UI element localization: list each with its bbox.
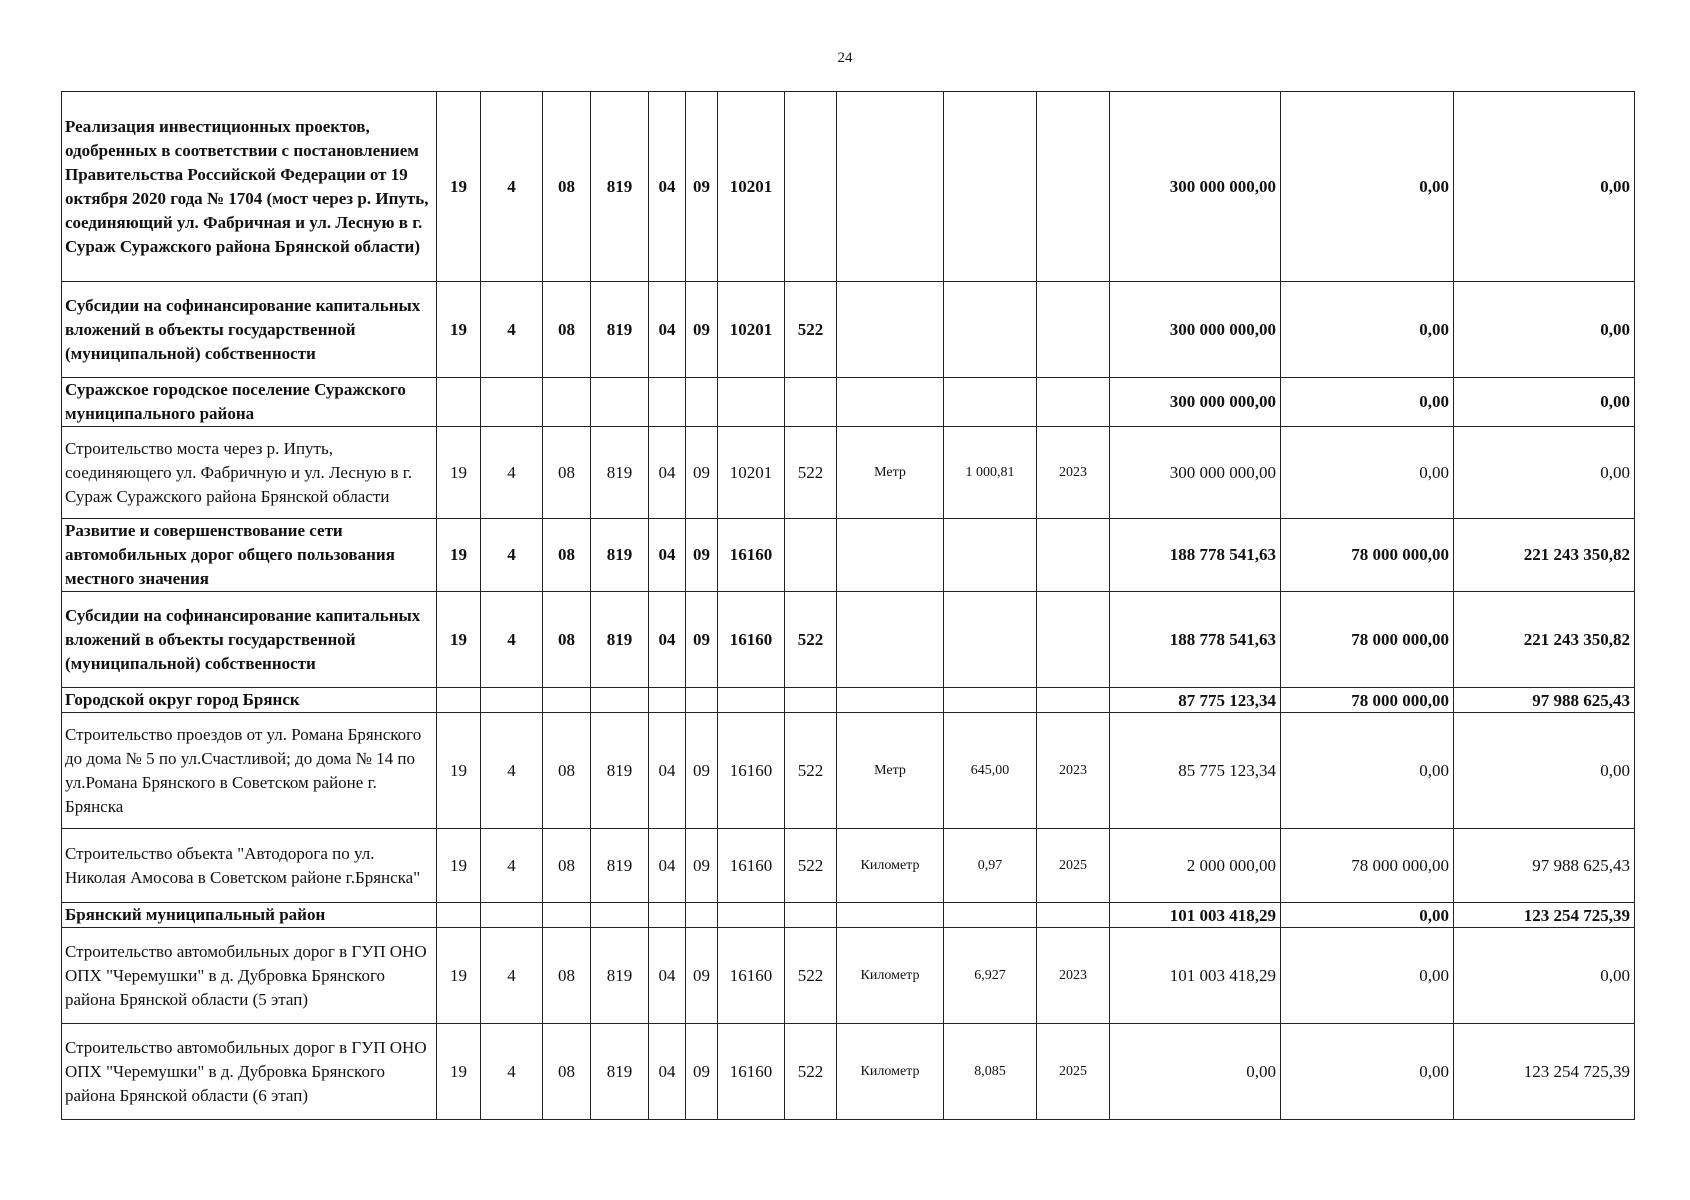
code-cell: 522 <box>785 282 837 378</box>
amount-cell: 101 003 418,29 <box>1110 903 1281 928</box>
code-cell: 16160 <box>718 829 785 903</box>
code-cell: 16160 <box>718 713 785 829</box>
code-cell <box>718 378 785 427</box>
quantity-cell: 6,927 <box>944 928 1037 1024</box>
quantity-cell <box>944 688 1037 713</box>
code-cell: 19 <box>437 519 481 592</box>
year-cell <box>1037 903 1110 928</box>
table-row <box>62 903 1635 928</box>
unit-cell: Метр <box>837 427 944 519</box>
code-cell <box>649 378 686 427</box>
item-name-cell: Строительство проездов от ул. Романа Брянского до дома № 5 по ул.Счастливой; до дома № 14 по ул.Романа Брянского в Советском районе г. Брянска <box>62 713 437 829</box>
item-name-cell: Городской округ город Брянск <box>62 688 437 713</box>
code-cell: 08 <box>543 592 591 688</box>
table-row <box>62 282 1635 378</box>
item-name-cell: Строительство объекта "Автодорога по ул. Николая Амосова в Советском районе г.Брянска" <box>62 829 437 903</box>
code-cell: 819 <box>591 427 649 519</box>
code-cell <box>718 688 785 713</box>
amount-cell: 0,00 <box>1454 92 1635 282</box>
code-cell <box>437 378 481 427</box>
code-cell: 819 <box>591 592 649 688</box>
amount-cell: 78 000 000,00 <box>1281 592 1454 688</box>
unit-cell: Метр <box>837 713 944 829</box>
table-row <box>62 713 1635 829</box>
code-cell <box>437 688 481 713</box>
code-cell <box>686 688 718 713</box>
code-cell: 4 <box>481 928 543 1024</box>
code-cell: 4 <box>481 427 543 519</box>
table-row <box>62 688 1635 713</box>
code-cell <box>481 378 543 427</box>
code-cell <box>649 903 686 928</box>
unit-cell <box>837 378 944 427</box>
code-cell <box>718 903 785 928</box>
amount-cell: 78 000 000,00 <box>1281 829 1454 903</box>
code-cell: 819 <box>591 928 649 1024</box>
code-cell: 16160 <box>718 928 785 1024</box>
code-cell: 819 <box>591 282 649 378</box>
quantity-cell: 8,085 <box>944 1024 1037 1120</box>
amount-cell: 2 000 000,00 <box>1110 829 1281 903</box>
code-cell: 04 <box>649 1024 686 1120</box>
year-cell <box>1037 592 1110 688</box>
code-cell: 04 <box>649 92 686 282</box>
code-cell: 522 <box>785 713 837 829</box>
amount-cell: 221 243 350,82 <box>1454 519 1635 592</box>
code-cell: 4 <box>481 282 543 378</box>
table-row <box>62 928 1635 1024</box>
code-cell: 04 <box>649 427 686 519</box>
item-name-cell: Суражское городское поселение Суражского муниципального района <box>62 378 437 427</box>
code-cell: 09 <box>686 928 718 1024</box>
code-cell: 522 <box>785 1024 837 1120</box>
amount-cell: 300 000 000,00 <box>1110 427 1281 519</box>
code-cell: 08 <box>543 1024 591 1120</box>
year-cell: 2023 <box>1037 427 1110 519</box>
quantity-cell <box>944 592 1037 688</box>
code-cell: 08 <box>543 928 591 1024</box>
budget-table <box>61 91 1635 1120</box>
code-cell: 09 <box>686 713 718 829</box>
quantity-cell <box>944 92 1037 282</box>
code-cell: 16160 <box>718 592 785 688</box>
code-cell: 04 <box>649 713 686 829</box>
amount-cell: 0,00 <box>1454 427 1635 519</box>
year-cell <box>1037 378 1110 427</box>
unit-cell <box>837 688 944 713</box>
code-cell: 19 <box>437 928 481 1024</box>
item-name-cell: Строительство автомобильных дорог в ГУП ОНО ОПХ "Черемушки" в д. Дубровка Брянского района Брянской области (6 этап) <box>62 1024 437 1120</box>
code-cell: 04 <box>649 282 686 378</box>
code-cell: 08 <box>543 282 591 378</box>
quantity-cell <box>944 903 1037 928</box>
quantity-cell: 0,97 <box>944 829 1037 903</box>
code-cell: 522 <box>785 928 837 1024</box>
code-cell: 4 <box>481 713 543 829</box>
code-cell: 10201 <box>718 92 785 282</box>
code-cell: 10201 <box>718 282 785 378</box>
amount-cell: 0,00 <box>1110 1024 1281 1120</box>
amount-cell: 0,00 <box>1454 928 1635 1024</box>
page-number: 24 <box>837 50 853 66</box>
amount-cell: 0,00 <box>1281 903 1454 928</box>
code-cell: 09 <box>686 519 718 592</box>
amount-cell: 0,00 <box>1454 713 1635 829</box>
amount-cell: 97 988 625,43 <box>1454 688 1635 713</box>
code-cell: 09 <box>686 829 718 903</box>
code-cell: 819 <box>591 829 649 903</box>
amount-cell: 0,00 <box>1454 378 1635 427</box>
code-cell <box>649 688 686 713</box>
code-cell: 819 <box>591 1024 649 1120</box>
table-row <box>62 1024 1635 1120</box>
unit-cell <box>837 903 944 928</box>
code-cell: 09 <box>686 1024 718 1120</box>
unit-cell: Километр <box>837 1024 944 1120</box>
table-row <box>62 592 1635 688</box>
code-cell: 819 <box>591 92 649 282</box>
code-cell <box>543 378 591 427</box>
item-name-cell: Строительство автомобильных дорог в ГУП ОНО ОПХ "Черемушки" в д. Дубровка Брянского района Брянской области (5 этап) <box>62 928 437 1024</box>
code-cell: 08 <box>543 427 591 519</box>
code-cell <box>785 688 837 713</box>
code-cell: 19 <box>437 829 481 903</box>
code-cell: 819 <box>591 519 649 592</box>
code-cell <box>481 688 543 713</box>
code-cell: 522 <box>785 427 837 519</box>
amount-cell: 300 000 000,00 <box>1110 282 1281 378</box>
amount-cell: 0,00 <box>1281 282 1454 378</box>
code-cell <box>543 903 591 928</box>
year-cell <box>1037 92 1110 282</box>
code-cell <box>785 903 837 928</box>
amount-cell: 221 243 350,82 <box>1454 592 1635 688</box>
code-cell: 4 <box>481 519 543 592</box>
unit-cell <box>837 282 944 378</box>
code-cell: 04 <box>649 592 686 688</box>
year-cell: 2023 <box>1037 713 1110 829</box>
quantity-cell <box>944 378 1037 427</box>
year-cell <box>1037 519 1110 592</box>
unit-cell <box>837 592 944 688</box>
code-cell: 04 <box>649 928 686 1024</box>
quantity-cell <box>944 519 1037 592</box>
code-cell: 4 <box>481 1024 543 1120</box>
table-row <box>62 92 1635 282</box>
item-name-cell: Субсидии на софинансирование капитальных вложений в объекты государственной (муниципальной) собственности <box>62 592 437 688</box>
code-cell: 09 <box>686 282 718 378</box>
code-cell: 19 <box>437 427 481 519</box>
unit-cell: Километр <box>837 928 944 1024</box>
amount-cell: 97 988 625,43 <box>1454 829 1635 903</box>
amount-cell: 85 775 123,34 <box>1110 713 1281 829</box>
amount-cell: 300 000 000,00 <box>1110 378 1281 427</box>
amount-cell: 188 778 541,63 <box>1110 519 1281 592</box>
code-cell <box>591 903 649 928</box>
code-cell: 04 <box>649 829 686 903</box>
code-cell <box>686 378 718 427</box>
item-name-cell: Субсидии на софинансирование капитальных вложений в объекты государственной (муниципальной) собственности <box>62 282 437 378</box>
code-cell: 08 <box>543 829 591 903</box>
code-cell: 09 <box>686 592 718 688</box>
table-row <box>62 519 1635 592</box>
unit-cell <box>837 92 944 282</box>
code-cell <box>437 903 481 928</box>
amount-cell: 0,00 <box>1281 1024 1454 1120</box>
table-row <box>62 427 1635 519</box>
code-cell: 08 <box>543 713 591 829</box>
item-name-cell: Брянский муниципальный район <box>62 903 437 928</box>
code-cell: 19 <box>437 282 481 378</box>
item-name-cell: Развитие и совершенствование сети автомобильных дорог общего пользования местного значения <box>62 519 437 592</box>
year-cell: 2025 <box>1037 829 1110 903</box>
amount-cell: 123 254 725,39 <box>1454 1024 1635 1120</box>
amount-cell: 0,00 <box>1281 427 1454 519</box>
code-cell: 19 <box>437 92 481 282</box>
code-cell: 522 <box>785 829 837 903</box>
quantity-cell: 1 000,81 <box>944 427 1037 519</box>
amount-cell: 123 254 725,39 <box>1454 903 1635 928</box>
code-cell: 819 <box>591 713 649 829</box>
amount-cell: 0,00 <box>1281 92 1454 282</box>
year-cell <box>1037 688 1110 713</box>
code-cell: 19 <box>437 1024 481 1120</box>
amount-cell: 188 778 541,63 <box>1110 592 1281 688</box>
quantity-cell <box>944 282 1037 378</box>
amount-cell: 78 000 000,00 <box>1281 688 1454 713</box>
amount-cell: 0,00 <box>1281 378 1454 427</box>
code-cell: 04 <box>649 519 686 592</box>
year-cell: 2025 <box>1037 1024 1110 1120</box>
code-cell: 10201 <box>718 427 785 519</box>
unit-cell: Километр <box>837 829 944 903</box>
code-cell <box>785 378 837 427</box>
code-cell: 19 <box>437 713 481 829</box>
code-cell: 16160 <box>718 1024 785 1120</box>
code-cell: 522 <box>785 592 837 688</box>
amount-cell: 78 000 000,00 <box>1281 519 1454 592</box>
code-cell: 4 <box>481 829 543 903</box>
code-cell: 09 <box>686 92 718 282</box>
amount-cell: 87 775 123,34 <box>1110 688 1281 713</box>
amount-cell: 0,00 <box>1281 713 1454 829</box>
amount-cell: 101 003 418,29 <box>1110 928 1281 1024</box>
unit-cell <box>837 519 944 592</box>
table-row <box>62 378 1635 427</box>
code-cell: 16160 <box>718 519 785 592</box>
code-cell: 08 <box>543 519 591 592</box>
code-cell <box>686 903 718 928</box>
amount-cell: 300 000 000,00 <box>1110 92 1281 282</box>
year-cell: 2023 <box>1037 928 1110 1024</box>
year-cell <box>1037 282 1110 378</box>
amount-cell: 0,00 <box>1454 282 1635 378</box>
code-cell <box>785 519 837 592</box>
item-name-cell: Строительство моста через р. Ипуть, соединяющего ул. Фабричную и ул. Лесную в г. Сураж Суражского района Брянской области <box>62 427 437 519</box>
code-cell <box>591 378 649 427</box>
table-row <box>62 829 1635 903</box>
code-cell: 19 <box>437 592 481 688</box>
code-cell <box>543 688 591 713</box>
code-cell: 4 <box>481 92 543 282</box>
code-cell: 09 <box>686 427 718 519</box>
code-cell <box>591 688 649 713</box>
code-cell <box>481 903 543 928</box>
quantity-cell: 645,00 <box>944 713 1037 829</box>
item-name-cell: Реализация инвестиционных проектов, одобренных в соответствии с постановлением Правительства Российской Федерации от 19 октября 2020 года № 1704 (мост через р. Ипуть, соединяющий ул. Фабричная и ул. Лесную в г. Сураж Суражского района Брянской области) <box>62 92 437 282</box>
code-cell: 4 <box>481 592 543 688</box>
code-cell: 08 <box>543 92 591 282</box>
amount-cell: 0,00 <box>1281 928 1454 1024</box>
code-cell <box>785 92 837 282</box>
